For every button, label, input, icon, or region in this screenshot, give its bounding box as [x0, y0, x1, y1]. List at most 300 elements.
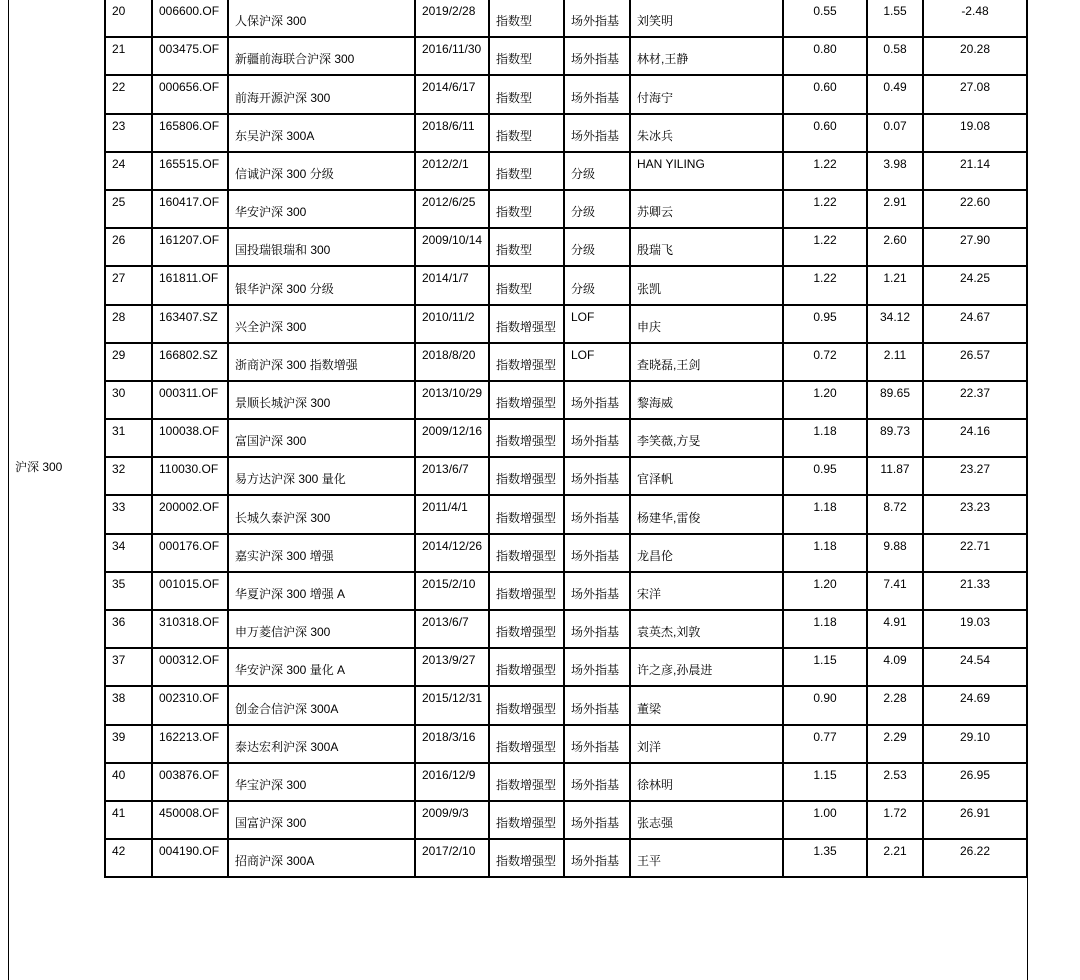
fund-type-cell	[489, 75, 564, 113]
fund-manager: 杨建华,雷俊	[637, 510, 701, 525]
fee-rate-cell	[783, 228, 867, 266]
fund-type: 指数型	[496, 14, 533, 29]
fund-manager-cell	[630, 495, 783, 533]
return-value-cell	[923, 37, 1027, 75]
fund-size: 2.29	[883, 729, 907, 744]
fund-type: 指数型	[496, 243, 533, 258]
return-value: 24.67	[959, 309, 991, 324]
row-index: 21	[112, 42, 126, 57]
return-value-cell	[923, 190, 1027, 228]
fund-manager: 李笑薇,方旻	[637, 434, 701, 449]
row-index-cell	[105, 114, 152, 152]
fund-name-cell	[228, 381, 415, 419]
fund-code: 450008.OF	[159, 805, 220, 820]
fund-category-cell	[564, 725, 630, 763]
fund-category: 场外指基	[571, 777, 620, 792]
fund-code: 160417.OF	[159, 194, 220, 209]
row-index-cell	[105, 305, 152, 343]
fee-rate-cell	[783, 75, 867, 113]
inception-date: 2016/11/30	[422, 42, 482, 57]
fund-type-cell	[489, 114, 564, 152]
inception-date: 2009/9/3	[422, 805, 469, 820]
fund-manager-cell	[630, 839, 783, 877]
row-index-cell	[105, 228, 152, 266]
table-row	[105, 343, 1027, 381]
table-row	[105, 305, 1027, 343]
fee-rate: 0.60	[813, 118, 837, 133]
fund-category: 场外指基	[571, 396, 620, 411]
row-index-cell	[105, 610, 152, 648]
row-index-cell	[105, 763, 152, 801]
fund-name-cell	[228, 572, 415, 610]
fund-size-cell	[867, 0, 923, 37]
fund-manager: 许之彦,孙晨进	[637, 663, 713, 678]
fund-type-cell	[489, 610, 564, 648]
return-value: 26.95	[959, 767, 991, 782]
return-value-cell	[923, 839, 1027, 877]
fund-name: 信诚沪深 300 分级	[235, 166, 334, 181]
fund-category: 场外指基	[571, 739, 620, 754]
row-index: 36	[112, 615, 126, 629]
inception-date-cell	[415, 0, 489, 37]
row-index-cell	[105, 457, 152, 495]
fee-rate: 1.00	[813, 805, 837, 820]
fund-category-cell	[564, 572, 630, 610]
row-index: 34	[112, 538, 126, 553]
fund-code-cell	[152, 725, 228, 763]
fund-code: 000312.OF	[159, 653, 220, 668]
fund-code: 161811.OF	[159, 271, 219, 286]
inception-date: 2011/4/1	[422, 500, 468, 515]
return-value: 22.60	[959, 194, 991, 209]
fee-rate-cell	[783, 152, 867, 190]
table-row	[105, 75, 1027, 113]
fund-code: 163407.SZ	[159, 309, 218, 324]
fund-size: 2.21	[883, 844, 907, 859]
fund-type: 指数增强型	[496, 510, 557, 525]
fund-name-cell	[228, 495, 415, 533]
fund-code-cell	[152, 381, 228, 419]
fund-manager-cell	[630, 686, 783, 724]
category-label: 沪深 300	[15, 460, 63, 474]
fund-manager: 苏卿云	[637, 205, 674, 220]
fee-rate-cell	[783, 266, 867, 304]
fund-size: 2.60	[883, 233, 907, 248]
fund-type: 指数型	[496, 90, 533, 105]
table-row	[105, 534, 1027, 572]
fee-rate: 0.95	[813, 462, 837, 477]
fee-rate: 1.20	[813, 576, 837, 591]
fund-code: 000311.OF	[159, 385, 219, 400]
row-index-cell	[105, 572, 152, 610]
fund-category: 场外指基	[571, 128, 620, 143]
fund-size: 8.72	[883, 500, 907, 515]
fund-name-cell	[228, 228, 415, 266]
fund-name: 申万菱信沪深 300	[235, 625, 331, 640]
fund-manager: 张凯	[637, 281, 662, 296]
fee-rate: 1.22	[813, 156, 837, 171]
inception-date: 2013/9/27	[422, 653, 476, 668]
fund-size-cell	[867, 190, 923, 228]
fund-size-cell	[867, 572, 923, 610]
inception-date: 2014/1/7	[422, 271, 469, 286]
fund-name-cell	[228, 839, 415, 877]
fund-size: 89.65	[879, 385, 911, 400]
inception-date: 2018/8/20	[422, 347, 476, 362]
table-row	[105, 37, 1027, 75]
fund-manager-cell	[630, 648, 783, 686]
fund-category-cell	[564, 0, 630, 37]
return-value: 24.25	[959, 271, 991, 286]
fund-size: 7.41	[883, 576, 907, 591]
fund-size: 1.21	[883, 271, 907, 286]
inception-date: 2009/12/16	[422, 424, 483, 439]
fund-category-cell	[564, 419, 630, 457]
fee-rate: 1.22	[813, 271, 837, 286]
fee-rate: 1.18	[813, 538, 837, 553]
inception-date: 2015/12/31	[422, 691, 483, 706]
fund-name-cell	[228, 686, 415, 724]
fund-category-cell	[564, 763, 630, 801]
fund-name-cell	[228, 266, 415, 304]
fund-code-cell	[152, 190, 228, 228]
fund-code: 004190.OF	[159, 844, 220, 859]
fund-size: 2.28	[883, 691, 907, 706]
fund-category: LOF	[571, 347, 595, 362]
inception-date: 2013/6/7	[422, 462, 469, 477]
fund-category-cell	[564, 381, 630, 419]
fund-size: 2.53	[883, 767, 907, 782]
table-row	[105, 228, 1027, 266]
fund-code: 000176.OF	[159, 538, 220, 553]
table-row	[105, 0, 1027, 37]
fee-rate: 1.35	[813, 844, 837, 859]
fund-category: 场外指基	[571, 548, 620, 563]
row-index: 27	[112, 271, 126, 286]
fund-size: 4.91	[883, 615, 907, 629]
inception-date: 2013/6/7	[422, 615, 469, 629]
fund-size-cell	[867, 686, 923, 724]
return-value-cell	[923, 572, 1027, 610]
inception-date-cell	[415, 610, 489, 648]
fund-manager-cell	[630, 305, 783, 343]
row-index: 24	[112, 156, 126, 171]
return-value: 22.71	[959, 538, 991, 553]
fund-name-cell	[228, 610, 415, 648]
return-value: 26.91	[959, 805, 991, 820]
return-value-cell	[923, 610, 1027, 648]
fund-type-cell	[489, 534, 564, 572]
fund-type: 指数型	[496, 166, 533, 181]
fund-manager: 林材,王静	[637, 52, 689, 67]
table-row	[105, 152, 1027, 190]
inception-date-cell	[415, 228, 489, 266]
fund-code-cell	[152, 114, 228, 152]
fund-manager: HAN YILING	[637, 156, 705, 171]
fee-rate: 1.22	[813, 233, 837, 248]
fund-type: 指数增强型	[496, 854, 557, 869]
fund-manager-cell	[630, 763, 783, 801]
fund-category-cell	[564, 75, 630, 113]
fund-type: 指数型	[496, 205, 533, 220]
fee-rate-cell	[783, 0, 867, 37]
row-index-cell	[105, 801, 152, 839]
fund-name: 东吴沪深 300A	[235, 128, 315, 143]
fund-code-cell	[152, 648, 228, 686]
fund-size: 0.58	[883, 42, 907, 57]
return-value-cell	[923, 534, 1027, 572]
fund-type: 指数增强型	[496, 434, 557, 449]
fund-type: 指数增强型	[496, 357, 557, 372]
fund-manager-cell	[630, 381, 783, 419]
fund-name-cell	[228, 152, 415, 190]
fund-manager: 刘笑明	[637, 14, 674, 29]
return-value: 20.28	[959, 42, 991, 57]
fee-rate-cell	[783, 37, 867, 75]
fund-type-cell	[489, 343, 564, 381]
fund-name-cell	[228, 0, 415, 37]
fund-size: 4.09	[883, 653, 907, 668]
table-row	[105, 190, 1027, 228]
row-index: 35	[112, 576, 126, 591]
inception-date-cell	[415, 37, 489, 75]
inception-date-cell	[415, 572, 489, 610]
fund-type: 指数型	[496, 128, 533, 143]
fund-category: 场外指基	[571, 472, 620, 487]
fund-category: 场外指基	[571, 14, 620, 29]
table-row	[105, 457, 1027, 495]
row-index: 32	[112, 462, 126, 477]
row-index: 40	[112, 767, 126, 782]
return-value: 24.69	[959, 691, 991, 706]
fee-rate-cell	[783, 801, 867, 839]
fund-manager-cell	[630, 228, 783, 266]
fee-rate: 0.77	[813, 729, 837, 744]
fund-category: 场外指基	[571, 701, 620, 716]
inception-date-cell	[415, 495, 489, 533]
fee-rate: 0.72	[813, 347, 837, 362]
inception-date: 2012/2/1	[422, 156, 469, 171]
fund-code: 100038.OF	[159, 424, 220, 439]
fund-name: 银华沪深 300 分级	[235, 281, 334, 296]
fee-rate: 1.22	[813, 194, 837, 209]
fund-category-cell	[564, 610, 630, 648]
fund-name-cell	[228, 725, 415, 763]
return-value: 21.14	[959, 156, 991, 171]
fund-type: 指数增强型	[496, 816, 557, 831]
fund-manager-cell	[630, 266, 783, 304]
row-index: 42	[112, 844, 126, 859]
fund-category: 场外指基	[571, 510, 620, 525]
fund-manager: 殷瑞飞	[637, 243, 674, 258]
fee-rate-cell	[783, 763, 867, 801]
fund-code: 165806.OF	[159, 118, 220, 133]
fund-name: 易方达沪深 300 量化	[235, 472, 346, 487]
fund-code-cell	[152, 0, 228, 37]
inception-date: 2009/10/14	[422, 233, 483, 248]
fund-category-cell	[564, 152, 630, 190]
fund-code-cell	[152, 763, 228, 801]
fund-code-cell	[152, 37, 228, 75]
fee-rate-cell	[783, 572, 867, 610]
fund-name-cell	[228, 190, 415, 228]
fee-rate: 0.55	[813, 4, 837, 18]
row-index: 41	[112, 805, 126, 820]
fund-manager-cell	[630, 725, 783, 763]
return-value: 24.54	[959, 653, 991, 668]
inception-date-cell	[415, 763, 489, 801]
fund-size-cell	[867, 381, 923, 419]
row-index: 23	[112, 118, 126, 133]
fund-code-cell	[152, 228, 228, 266]
fund-type-cell	[489, 190, 564, 228]
fee-rate-cell	[783, 305, 867, 343]
fund-name-cell	[228, 419, 415, 457]
table-row	[105, 648, 1027, 686]
fund-size: 1.72	[883, 805, 907, 820]
inception-date-cell	[415, 381, 489, 419]
inception-date-cell	[415, 648, 489, 686]
fee-rate: 0.80	[813, 42, 837, 57]
return-value: 29.10	[959, 729, 991, 744]
return-value-cell	[923, 801, 1027, 839]
return-value-cell	[923, 0, 1027, 37]
fund-category: 分级	[571, 166, 596, 181]
fund-manager-cell	[630, 75, 783, 113]
fund-size-cell	[867, 495, 923, 533]
fund-type-cell	[489, 495, 564, 533]
fund-manager-cell	[630, 534, 783, 572]
fund-code: 002310.OF	[159, 691, 220, 706]
fund-size: 2.91	[883, 194, 907, 209]
fee-rate-cell	[783, 725, 867, 763]
row-index-cell	[105, 0, 152, 37]
inception-date-cell	[415, 152, 489, 190]
row-index-cell	[105, 381, 152, 419]
fund-size: 89.73	[879, 424, 911, 439]
row-index: 39	[112, 729, 126, 744]
fund-code: 200002.OF	[159, 500, 220, 515]
fund-code: 165515.OF	[159, 156, 220, 171]
fund-code-cell	[152, 801, 228, 839]
row-index-cell	[105, 495, 152, 533]
inception-date: 2018/6/11	[422, 118, 475, 133]
fund-category: LOF	[571, 309, 595, 324]
row-index: 28	[112, 309, 126, 324]
fund-code-cell	[152, 266, 228, 304]
fund-code-cell	[152, 495, 228, 533]
fund-manager-cell	[630, 610, 783, 648]
fee-rate-cell	[783, 381, 867, 419]
fund-type: 指数增强型	[496, 472, 557, 487]
fund-code-cell	[152, 75, 228, 113]
inception-date-cell	[415, 457, 489, 495]
fund-name: 华安沪深 300	[235, 205, 307, 220]
fund-category-cell	[564, 686, 630, 724]
inception-date: 2019/2/28	[422, 4, 476, 18]
fund-manager-cell	[630, 457, 783, 495]
fund-size: 3.98	[883, 156, 907, 171]
fund-category-cell	[564, 343, 630, 381]
inception-date-cell	[415, 266, 489, 304]
inception-date-cell	[415, 801, 489, 839]
fund-code: 166802.SZ	[159, 347, 218, 362]
return-value: 22.37	[959, 385, 991, 400]
table-row	[105, 610, 1027, 648]
inception-date-cell	[415, 686, 489, 724]
fund-category: 场外指基	[571, 90, 620, 105]
fund-name-cell	[228, 648, 415, 686]
inception-date: 2016/12/9	[422, 767, 476, 782]
fund-manager: 刘洋	[637, 739, 662, 754]
fund-code: 000656.OF	[159, 80, 220, 95]
fund-size: 34.12	[879, 309, 911, 324]
fund-size-cell	[867, 75, 923, 113]
fund-type-cell	[489, 419, 564, 457]
row-index-cell	[105, 266, 152, 304]
fund-code-cell	[152, 839, 228, 877]
fund-size-cell	[867, 457, 923, 495]
fund-manager: 龙昌伦	[637, 548, 674, 563]
return-value-cell	[923, 763, 1027, 801]
fund-type-cell	[489, 839, 564, 877]
fund-type-cell	[489, 763, 564, 801]
row-index-cell	[105, 37, 152, 75]
fund-table	[104, 0, 1028, 878]
return-value: 21.33	[959, 576, 991, 591]
fund-code: 006600.OF	[159, 4, 220, 18]
fee-rate: 0.95	[813, 309, 837, 324]
row-index: 37	[112, 653, 126, 668]
fund-size-cell	[867, 343, 923, 381]
fund-name-cell	[228, 457, 415, 495]
fund-category-cell	[564, 457, 630, 495]
table-row	[105, 419, 1027, 457]
row-index: 33	[112, 500, 126, 515]
inception-date: 2012/6/25	[422, 194, 476, 209]
fee-rate: 0.60	[813, 80, 837, 95]
fee-rate-cell	[783, 839, 867, 877]
fund-name: 华安沪深 300 量化 A	[235, 663, 346, 678]
fund-code-cell	[152, 419, 228, 457]
fund-size-cell	[867, 419, 923, 457]
fund-code: 003876.OF	[159, 767, 220, 782]
fund-name: 泰达宏利沪深 300A	[235, 739, 339, 754]
fund-category: 场外指基	[571, 625, 620, 640]
fund-manager: 王平	[637, 854, 662, 869]
table-row	[105, 839, 1027, 877]
return-value-cell	[923, 75, 1027, 113]
row-index: 26	[112, 233, 126, 248]
return-value: 27.08	[959, 80, 991, 95]
fund-category-cell	[564, 305, 630, 343]
fund-type-cell	[489, 381, 564, 419]
fund-category: 场外指基	[571, 854, 620, 869]
fee-rate: 1.20	[813, 385, 837, 400]
fund-type: 指数型	[496, 52, 533, 67]
fund-manager: 付海宁	[637, 90, 674, 105]
fund-type: 指数增强型	[496, 739, 557, 754]
fund-name: 华宝沪深 300	[235, 777, 307, 792]
fund-manager-cell	[630, 37, 783, 75]
fund-name: 华夏沪深 300 增强 A	[235, 587, 346, 601]
fund-size-cell	[867, 37, 923, 75]
fund-size-cell	[867, 266, 923, 304]
row-index-cell	[105, 152, 152, 190]
fund-type: 指数增强型	[496, 548, 557, 563]
fund-code: 110030.OF	[159, 462, 219, 477]
fund-category: 分级	[571, 281, 596, 296]
